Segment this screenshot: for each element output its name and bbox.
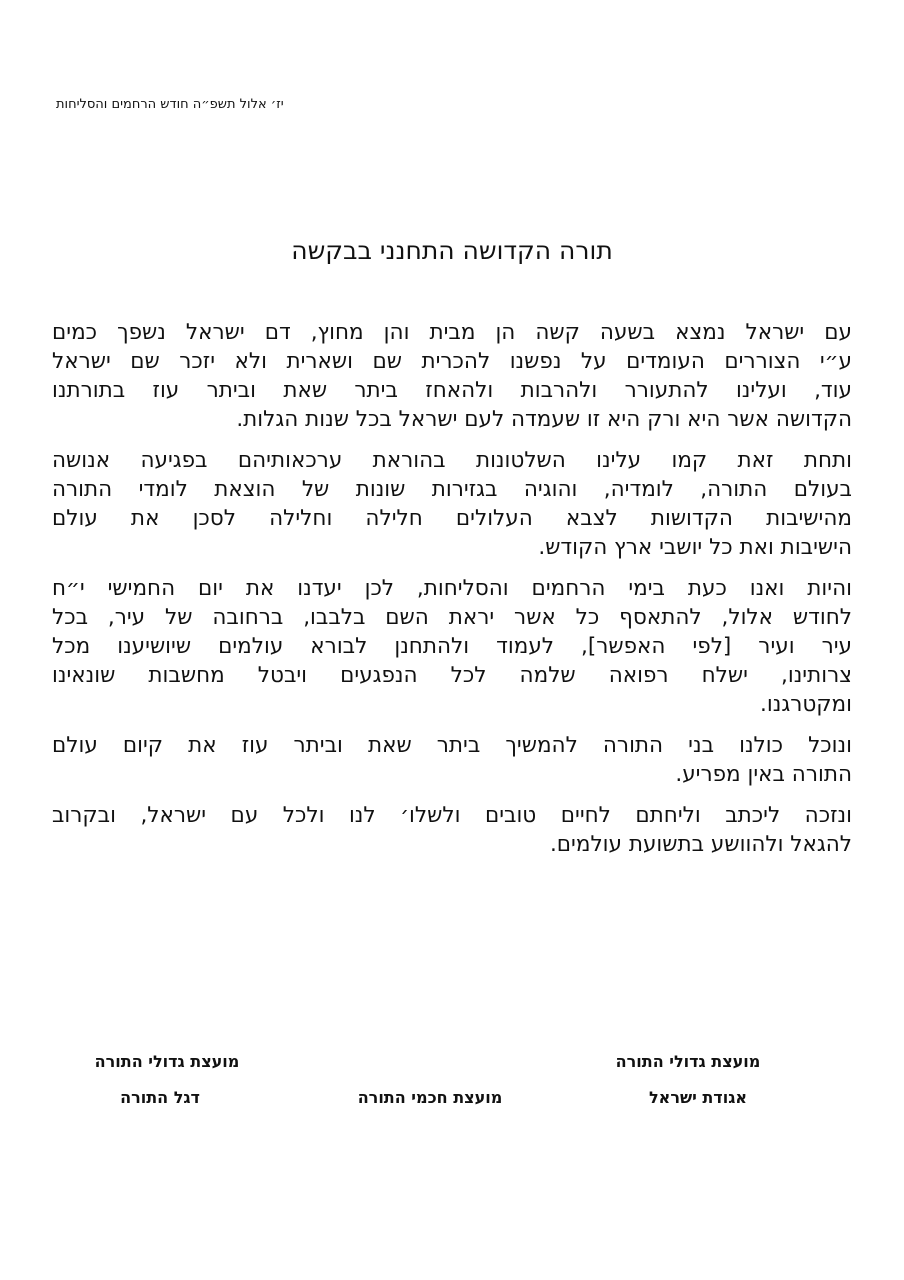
signature-left-party: דגל התורה bbox=[120, 1088, 200, 1107]
paragraph-line: לחודש אלול, להתאסף כל אשר יראת השם בלבבו, ברחובה של עיר, בכל bbox=[52, 605, 852, 630]
signature-right-party: אגודת ישראל bbox=[649, 1088, 747, 1107]
paragraph-1 bbox=[52, 318, 852, 434]
paragraph-line: והיות ואנו כעת בימי הרחמים והסליחות, לכן יעדנו את יום החמישי י״ח bbox=[52, 576, 852, 601]
paragraph-4 bbox=[52, 731, 852, 789]
paragraph-line: צרותינו, ישלח רפואה שלמה לכל הנפגעים ויבטל מחשבות שונאינו bbox=[52, 663, 852, 688]
paragraph-2 bbox=[52, 446, 852, 562]
document-body bbox=[52, 318, 852, 871]
signature-center-council: מועצת חכמי התורה bbox=[357, 1088, 503, 1107]
signature-block bbox=[0, 1048, 904, 1118]
paragraph-line: ונזכה ליכתב וליחתם לחיים טובים ולשלו׳ לנו ולכל עם ישראל, ובקרוב bbox=[52, 803, 852, 828]
signature-right-council: מועצת גדולי התורה bbox=[615, 1052, 761, 1071]
paragraph-line: להגאל ולהוושע בתשועת עולמים. bbox=[549, 832, 852, 857]
paragraph-line: ע״י הצוררים העומדים על נפשנו להכרית שם ושארית ולא יזכר שם ישראל bbox=[52, 349, 852, 374]
date-text: יז׳ אלול תשפ״ה חודש הרחמים והסליחות bbox=[56, 97, 284, 112]
paragraph-line: ומקטרגנו. bbox=[760, 692, 852, 717]
paragraph-line: הקדושה אשר היא ורק היא זו שעמדה לעם ישראל בכל שנות הגלות. bbox=[236, 407, 852, 432]
paragraph-line: הישיבות ואת כל יושבי ארץ הקודש. bbox=[538, 535, 852, 560]
paragraph-line: עם ישראל נמצא בשעה קשה הן מבית והן מחוץ, דם ישראל נשפך כמים bbox=[52, 320, 852, 345]
paragraph-line: מהישיבות הקדושות לצבא העלולים חלילה וחלילה לסכן את עולם bbox=[52, 506, 852, 531]
document-title: תורה הקדושה התחנני בבקשה bbox=[291, 236, 613, 265]
paragraph-5 bbox=[52, 801, 852, 859]
paragraph-3 bbox=[52, 574, 852, 719]
paragraph-line: בעולם התורה, לומדיה, והוגיה בגזירות שונות של הוצאת לומדי התורה bbox=[52, 477, 852, 502]
paragraph-line: עיר ועיר [לפי האפשר], לעמוד ולהתחנן לבורא עולמים שיושיענו מכל bbox=[52, 634, 852, 659]
paragraph-line: עוד, ועלינו להתעורר ולהרבות ולהאחז ביתר שאת וביתר עוז בתורתנו bbox=[52, 378, 852, 403]
paragraph-line: ותחת זאת קמו עלינו השלטונות בהוראת ערכאותיהם בפגיעה אנושה bbox=[52, 448, 852, 473]
signature-left-council: מועצת גדולי התורה bbox=[94, 1052, 240, 1071]
paragraph-line: התורה באין מפריע. bbox=[675, 762, 852, 787]
paragraph-line: ונוכל כולנו בני התורה להמשיך ביתר שאת וביתר עוז את קיום עולם bbox=[52, 733, 852, 758]
date-line bbox=[56, 96, 336, 114]
